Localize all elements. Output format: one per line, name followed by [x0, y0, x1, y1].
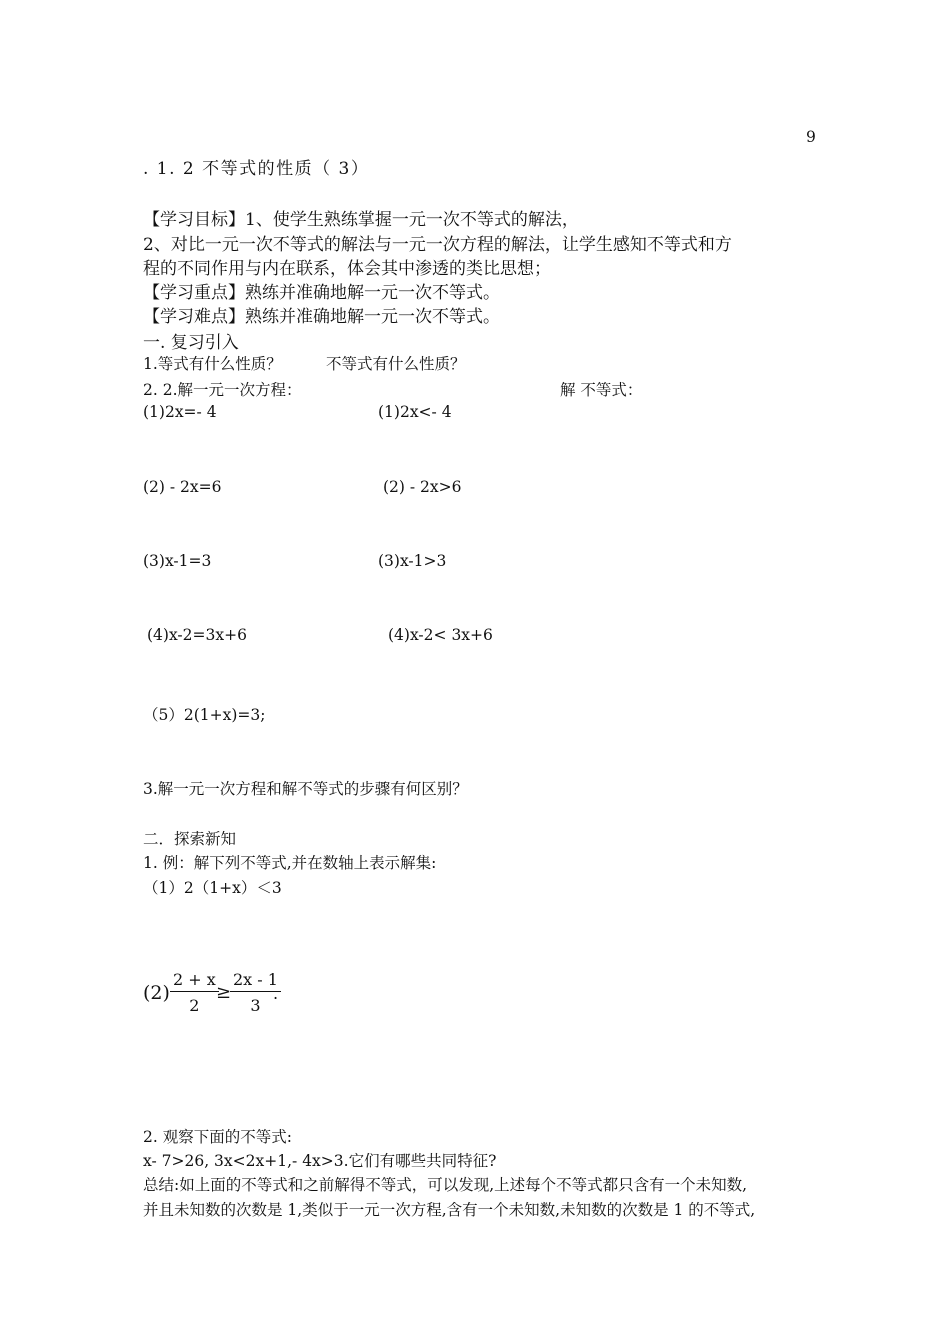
inequality-2: (2) - 2x>6: [383, 478, 462, 496]
greater-equal-sign: ≥: [216, 982, 232, 1003]
question-2-equations: 2. 2.解一元一次方程：: [143, 381, 302, 399]
question-1-inequality: 不等式有什么性质？: [326, 355, 466, 373]
review-heading: 一. 复习引入: [143, 333, 239, 353]
question-3: 3.解一元一次方程和解不等式的步骤有何区别？: [143, 780, 468, 798]
fraction-left-denominator: 2: [189, 996, 200, 1015]
summary-line-1: 总结:如上面的不等式和之前解得不等式，可以发现,上述每个不等式都只含有一个未知数,: [143, 1176, 748, 1194]
equation-1: (1)2x=- 4: [143, 403, 217, 421]
explore-heading: 二．探索新知: [143, 830, 237, 848]
inequality-4: (4)x-2< 3x+6: [388, 626, 493, 644]
objectives-line-1: 【学习目标】1、使学生熟练掌握一元一次不等式的解法，: [143, 210, 579, 230]
equation-2: (2) - 2x=6: [143, 478, 222, 496]
summary-line-2: 并且未知数的次数是 1,类似于一元一次方程,含有一个未知数,未知数的次数是 1 的不等式,: [143, 1201, 756, 1219]
question-1-equality: 1.等式有什么性质？: [143, 355, 282, 373]
example-1: （1）2（1+x）＜3: [143, 879, 282, 897]
objectives-line-3: 程的不同作用与内在联系，体会其中渗透的类比思想；: [143, 259, 551, 279]
learning-difficulty: 【学习难点】熟练并准确地解一元一次不等式。: [143, 307, 500, 327]
equation-4: (4)x-2=3x+6: [147, 626, 247, 644]
fraction-right-numerator: 2x - 1: [230, 970, 281, 992]
fraction-left-numerator: 2 + x: [170, 970, 219, 992]
fraction-right-denominator: 3: [250, 996, 261, 1015]
learning-focus: 【学习重点】熟练并准确地解一元一次不等式。: [143, 283, 500, 303]
equation-3: (3)x-1=3: [143, 552, 212, 570]
section-title: . 1. 2 不等式的性质（ 3）: [143, 159, 370, 179]
equation-5: （5）2(1+x)=3;: [143, 706, 266, 724]
formula-period: .: [273, 984, 279, 1003]
inequality-1: (1)2x<- 4: [378, 403, 452, 421]
inequality-3: (3)x-1>3: [378, 552, 447, 570]
question-2-inequalities: 解 不等式：: [560, 381, 643, 399]
example-2-label: (2): [143, 982, 170, 1004]
observe-instruction: 2. 观察下面的不等式:: [143, 1128, 292, 1146]
objectives-line-2: 2、对比一元一次不等式的解法与一元一次方程的解法，让学生感知不等式和方: [143, 235, 732, 255]
observe-inequalities: x- 7>26, 3x<2x+1,- 4x>3.它们有哪些共同特征?: [143, 1152, 497, 1170]
page-number: 9: [806, 128, 816, 146]
fraction-left: [170, 970, 219, 1015]
example-instruction: 1. 例：解下列不等式,并在数轴上表示解集:: [143, 854, 437, 872]
